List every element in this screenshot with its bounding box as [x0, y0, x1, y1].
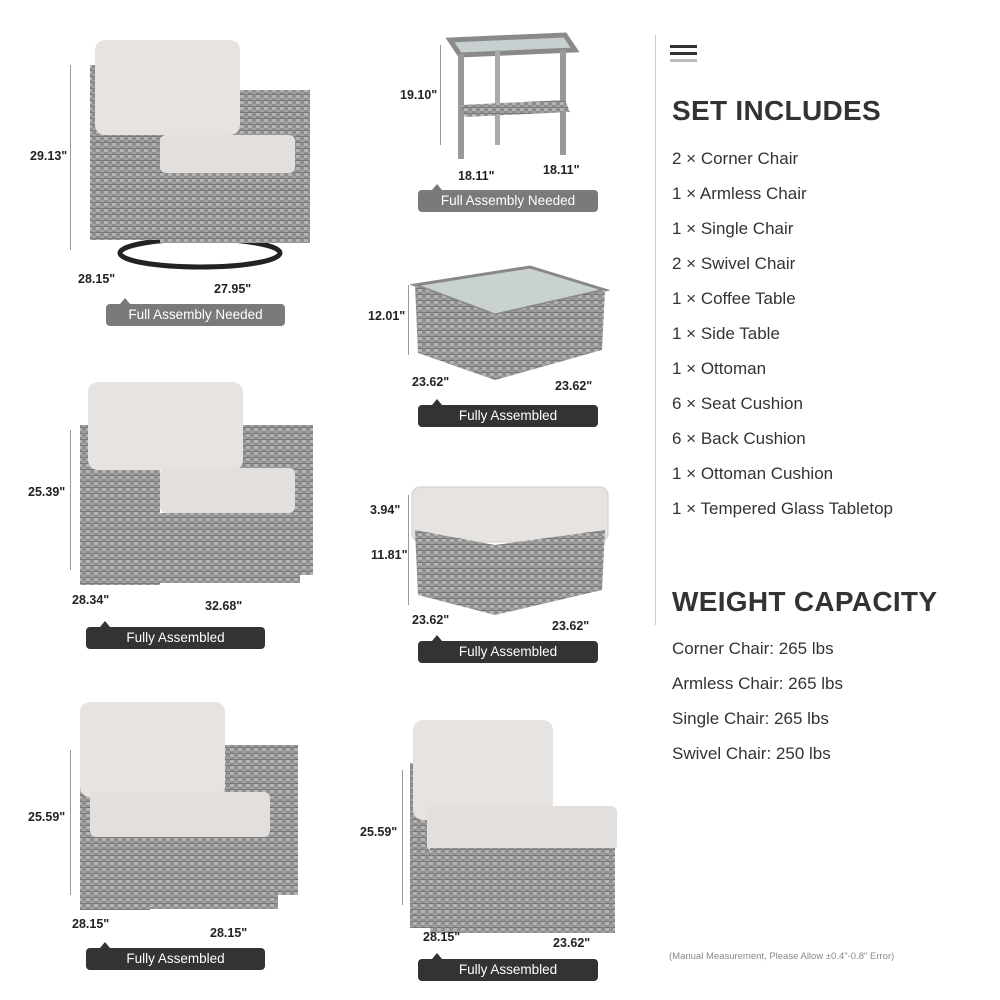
- list-item: Armless Chair: 265 lbs: [672, 674, 844, 693]
- dimension-width: 23.62": [555, 379, 593, 393]
- assembly-badge: Fully Assembled: [418, 641, 598, 663]
- dimension-width: 32.68": [205, 599, 243, 613]
- list-item: 1 × Ottoman: [672, 359, 767, 378]
- list-item: 1 × Armless Chair: [672, 184, 807, 203]
- dimension-depth: 28.15": [423, 930, 461, 944]
- assembly-badge: Fully Assembled: [418, 405, 598, 427]
- list-item: 6 × Back Cushion: [672, 429, 806, 448]
- dimension-cushion-height: 3.94": [370, 503, 401, 517]
- dimension-depth: 28.15": [72, 917, 110, 931]
- assembly-badge: Fully Assembled: [86, 948, 265, 970]
- column-divider: [655, 35, 656, 625]
- list-item: 1 × Coffee Table: [672, 289, 796, 308]
- list-item: 1 × Side Table: [672, 324, 780, 343]
- dimension-height: 25.59": [28, 810, 66, 824]
- dimension-width: 18.11": [543, 163, 580, 177]
- coffee-table-image: [410, 265, 610, 385]
- dimension-width: 23.62": [552, 619, 590, 633]
- dimension-height: 11.81": [371, 548, 408, 562]
- single-chair-image: [78, 380, 318, 595]
- dimension-height: 29.13": [30, 149, 68, 163]
- ottoman-image: [410, 485, 610, 620]
- list-item: 1 × Single Chair: [672, 219, 794, 238]
- list-item: 1 × Ottoman Cushion: [672, 464, 834, 483]
- dimension-width: 27.95": [214, 282, 252, 296]
- list-item: 2 × Corner Chair: [672, 149, 799, 168]
- list-item: Single Chair: 265 lbs: [672, 709, 829, 728]
- dimension-height: 12.01": [368, 309, 406, 323]
- corner-chair-image: [78, 700, 303, 920]
- dimension-depth: 28.15": [78, 272, 116, 286]
- weight-capacity-heading: WEIGHT CAPACITY: [672, 586, 938, 617]
- dimension-depth: 18.11": [458, 169, 495, 183]
- assembly-badge: Fully Assembled: [418, 959, 598, 981]
- dimension-width: 23.62": [553, 936, 591, 950]
- assembly-badge: Full Assembly Needed: [418, 190, 598, 212]
- set-includes-heading: SET INCLUDES: [672, 95, 881, 126]
- list-item: Swivel Chair: 250 lbs: [672, 744, 831, 763]
- swivel-chair-image: [80, 35, 320, 275]
- measurement-note: (Manual Measurement, Please Allow ±0.4"-0.8" Error): [669, 951, 895, 962]
- assembly-badge: Fully Assembled: [86, 627, 265, 649]
- dimension-height: 19.10": [400, 88, 438, 102]
- assembly-badge: Full Assembly Needed: [106, 304, 285, 326]
- dimension-width: 28.15": [210, 926, 248, 940]
- dimension-depth: 23.62": [412, 613, 450, 627]
- side-table-image: [440, 30, 585, 170]
- list-item: 6 × Seat Cushion: [672, 394, 803, 413]
- list-item: 2 × Swivel Chair: [672, 254, 796, 273]
- menu-icon: [670, 45, 697, 62]
- dimension-depth: 28.34": [72, 593, 110, 607]
- list-item: 1 × Tempered Glass Tabletop: [672, 499, 893, 518]
- dimension-height: 25.39": [28, 485, 66, 499]
- dimension-height: 25.59": [360, 825, 398, 839]
- dimension-depth: 23.62": [412, 375, 450, 389]
- armless-chair-image: [405, 718, 620, 938]
- list-item: Corner Chair: 265 lbs: [672, 639, 834, 658]
